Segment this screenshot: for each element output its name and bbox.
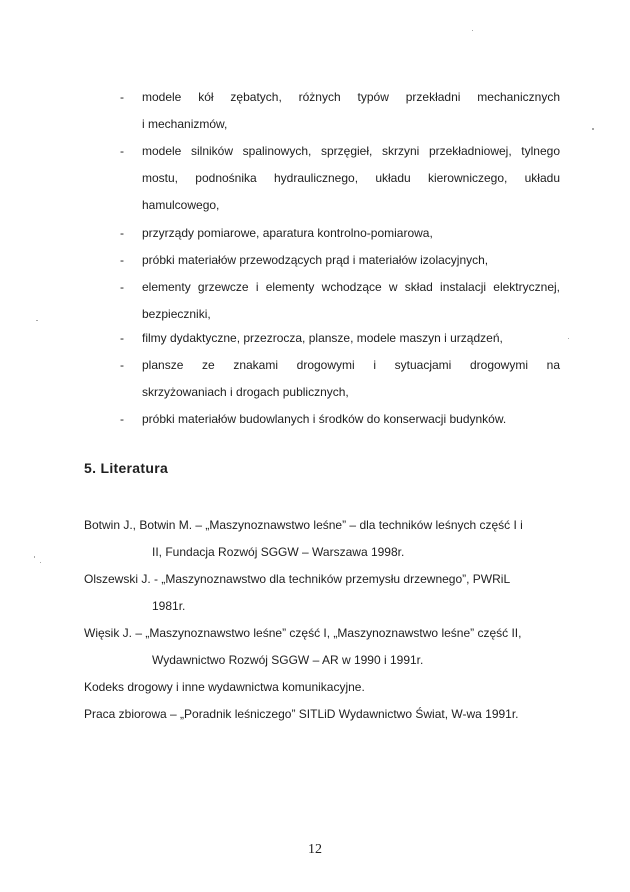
list-item-text: plansze ze znakami drogowymi i sytuacjami drogowymi na: [142, 358, 560, 372]
list-item-text: filmy dydaktyczne, przezrocza, plansze, modele maszyn i urządzeń,: [142, 331, 503, 345]
list-item-text: próbki materiałów przewodzących prąd i materiałów izolacyjnych,: [142, 253, 489, 267]
bullet-dash: -: [120, 226, 124, 240]
list-item-text: elementy grzewcze i elementy wchodzące w skład instalacji elektrycznej,: [142, 280, 560, 294]
list-item-text: skrzyżowaniach i drogach publicznych,: [142, 385, 349, 399]
list-item-text: i mechanizmów,: [142, 117, 228, 131]
reference-continuation: II, Fundacja Rozwój SGGW – Warszawa 1998r.: [152, 545, 405, 559]
scan-speck: [592, 128, 594, 130]
list-item-text: modele silników spalinowych, sprzęgieł, skrzyni przekładniowej, tylnego: [142, 144, 560, 158]
bullet-dash: -: [120, 280, 124, 294]
section-heading: 5. Literatura: [84, 460, 169, 476]
reference-entry: Botwin J., Botwin M. – „Maszynoznawstwo leśne” – dla techników leśnych część I i: [84, 518, 523, 532]
reference-continuation: 1981r.: [152, 599, 186, 613]
reference-continuation: Wydawnictwo Rozwój SGGW – AR w 1990 i 1991r.: [152, 653, 424, 667]
list-item-text: przyrządy pomiarowe, aparatura kontrolno-pomiarowa,: [142, 226, 433, 240]
scan-speck: [36, 320, 38, 321]
reference-entry: Więsik J. – „Maszynoznawstwo leśne” część I, „Maszynoznawstwo leśne” część II,: [84, 626, 522, 640]
list-item-text: próbki materiałów budowlanych i środków do konserwacji budynków.: [142, 412, 507, 426]
bullet-dash: -: [120, 90, 124, 104]
list-item-text: mostu, podnośnika hydraulicznego, układu kierowniczego, układu: [142, 171, 560, 185]
bullet-dash: -: [120, 253, 124, 267]
reference-entry: Kodeks drogowy i inne wydawnictwa komunikacyjne.: [84, 680, 365, 694]
scan-speck: [34, 556, 35, 558]
list-item-text: bezpieczniki,: [142, 307, 211, 321]
bullet-dash: -: [120, 144, 124, 158]
reference-entry: Praca zbiorowa – „Poradnik leśniczego” SITLiD Wydawnictwo Świat, W-wa 1991r.: [84, 707, 519, 721]
bullet-dash: -: [120, 412, 124, 426]
scan-speck: [472, 30, 473, 31]
scan-speck: [568, 338, 569, 339]
bullet-dash: -: [120, 358, 124, 372]
bullet-dash: -: [120, 331, 124, 345]
list-item-text: hamulcowego,: [142, 198, 220, 212]
page-number: 12: [308, 842, 322, 857]
scan-speck: [40, 562, 41, 563]
list-item-text: modele kół zębatych, różnych typów przekładni mechanicznych: [142, 90, 560, 104]
reference-entry: Olszewski J. - „Maszynoznawstwo dla techników przemysłu drzewnego”, PWRiL: [84, 572, 511, 586]
